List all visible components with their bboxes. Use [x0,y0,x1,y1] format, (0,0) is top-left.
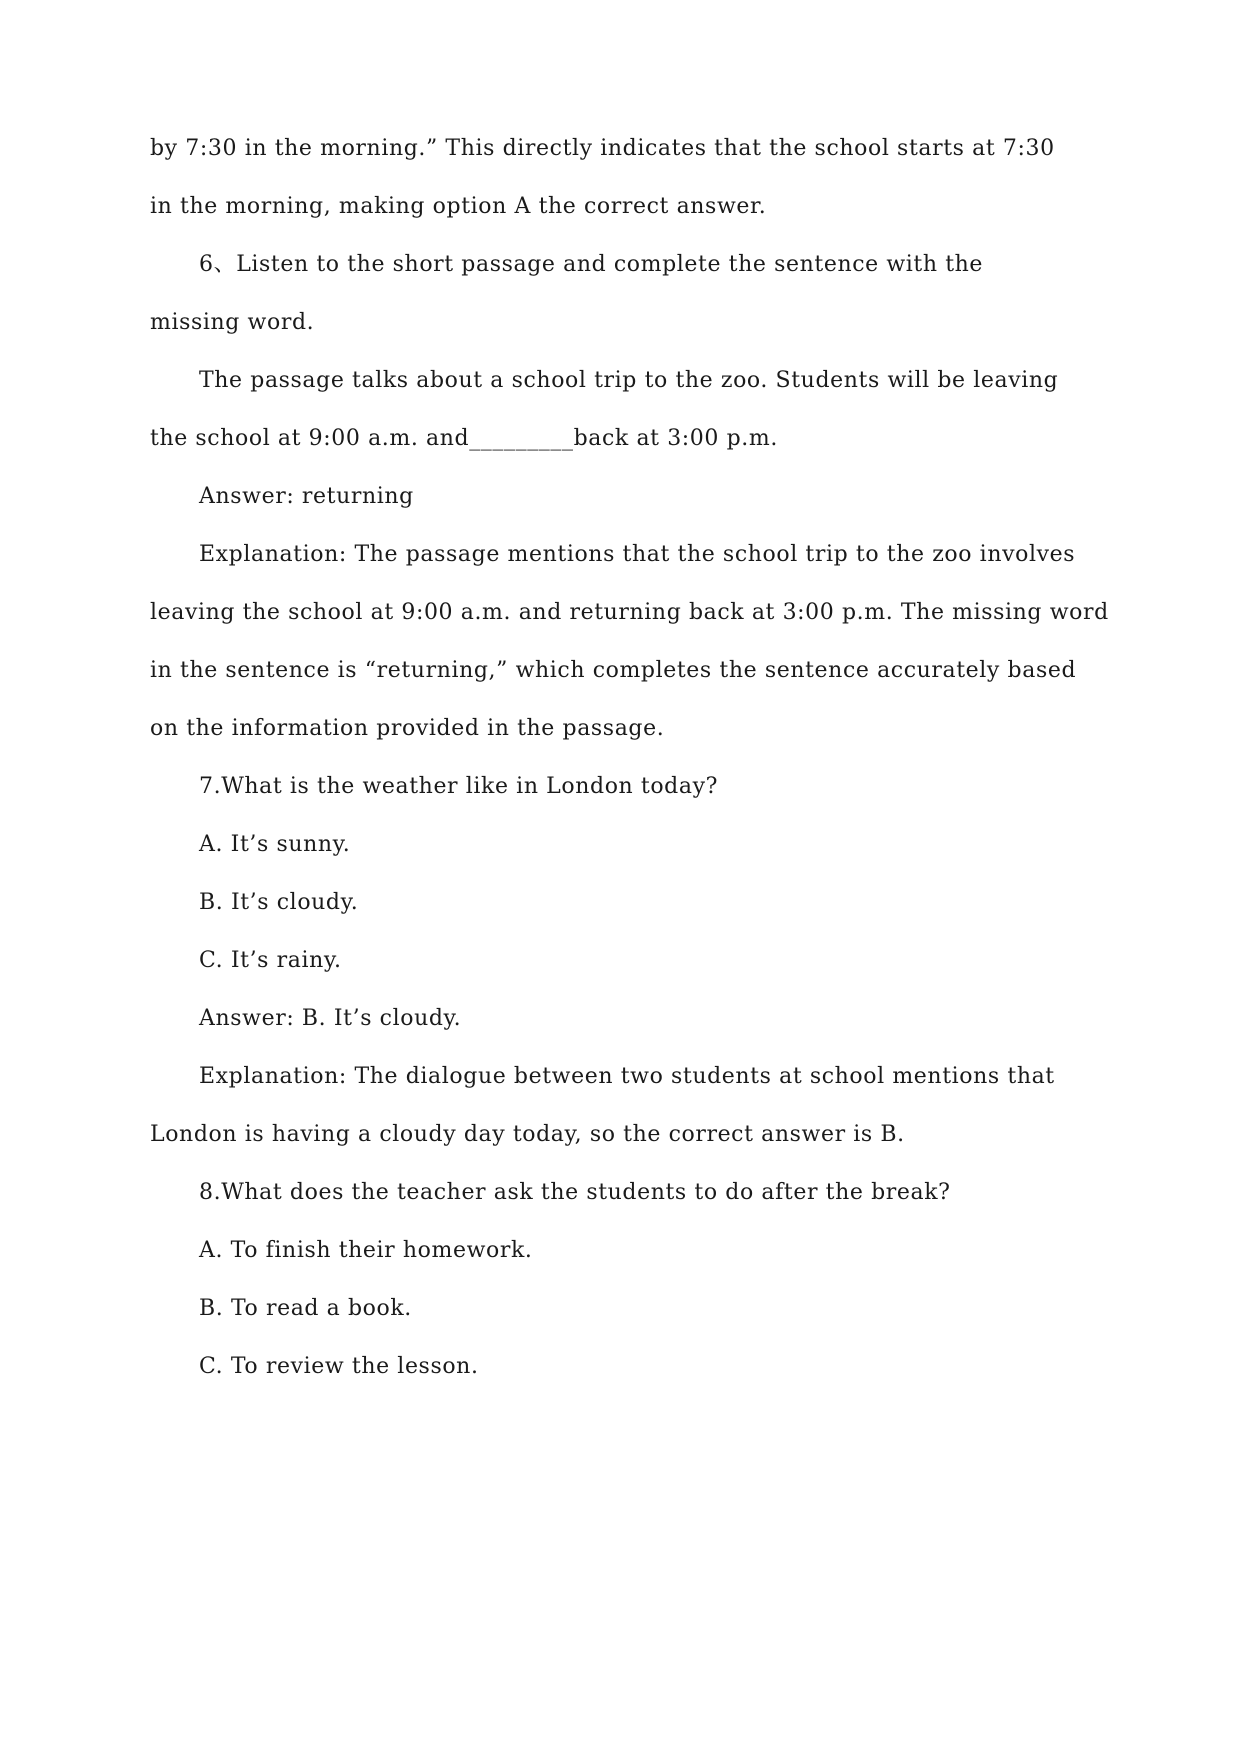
q8-option-b: B. To read a book. [199,1296,412,1321]
q6-answer: Answer: returning [199,484,414,509]
q6-prompt-line-2: missing word. [150,310,315,335]
q7-explanation-line-1: Explanation: The dialogue between two students at school mentions that [199,1064,1055,1089]
q8-option-c: C. To review the lesson. [199,1354,479,1379]
q6-explanation-line-2: leaving the school at 9:00 a.m. and returning back at 3:00 p.m. The missing word [150,600,1109,625]
q7-option-c: C. It’s rainy. [199,948,342,973]
q7-answer: Answer: B. It’s cloudy. [199,1006,462,1031]
q7-option-a: A. It’s sunny. [199,832,351,857]
q8-question: 8.What does the teacher ask the students to do after the break? [199,1180,951,1205]
q7-explanation-line-2: London is having a cloudy day today, so the correct answer is B. [150,1122,905,1147]
q5-explanation-line-2: in the morning, making option A the correct answer. [150,194,767,219]
q6-prompt-line-1: 6、Listen to the short passage and complete the sentence with the [199,252,984,277]
q6-explanation-line-4: on the information provided in the passage. [150,716,665,741]
q6-explanation-line-1: Explanation: The passage mentions that the school trip to the zoo involves [199,542,1076,567]
q6-explanation-line-3: in the sentence is “returning,” which completes the sentence accurately based [150,658,1077,683]
q5-explanation-line-1: by 7:30 in the morning.” This directly indicates that the school starts at 7:30 [150,136,1055,161]
q7-option-b: B. It’s cloudy. [199,890,359,915]
q6-passage-line-1: The passage talks about a school trip to the zoo. Students will be leaving [199,368,1059,393]
q8-option-a: A. To finish their homework. [199,1238,533,1263]
q6-passage-line-2: the school at 9:00 a.m. and_________back at 3:00 p.m. [150,426,778,451]
q7-question: 7.What is the weather like in London today? [199,774,719,799]
